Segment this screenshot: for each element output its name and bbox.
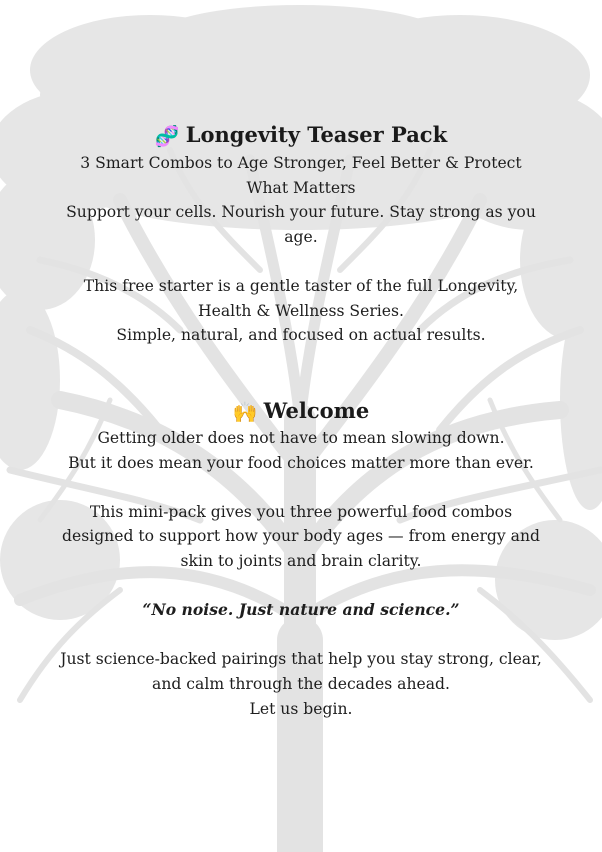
teaser-heading	[0, 121, 602, 150]
welcome-para3: Just science-backed pairings that help you stay strong, clear, and calm through the decades ahead.	[60, 650, 542, 693]
teaser-title: Longevity Teaser Pack	[185, 122, 448, 147]
dna-icon: 🧬	[154, 124, 180, 148]
welcome-body	[60, 426, 542, 721]
welcome-closing: Let us begin.	[249, 699, 353, 718]
teaser-tagline: Support your cells. Nourish your future. Stay strong as you age.	[66, 203, 536, 246]
welcome-para1-line1: Getting older does not have to mean slowing down.	[97, 429, 505, 447]
welcome-para1-line2: But it does mean your food choices matter more than ever.	[68, 453, 534, 472]
welcome-title: Welcome	[263, 398, 370, 423]
teaser-body	[60, 151, 542, 348]
welcome-para2: This mini-pack gives you three powerful food combos designed to support how your body ages — from energy and skin to joints and brain clarity.	[62, 502, 540, 570]
welcome-quote: “No noise. Just nature and science.”	[142, 600, 460, 620]
teaser-intro-line2: Simple, natural, and focused on actual results.	[116, 326, 486, 345]
welcome-heading	[0, 397, 602, 426]
teaser-subtitle: 3 Smart Combos to Age Stronger, Feel Better & Protect What Matters	[80, 154, 522, 197]
teaser-intro-line1: This free starter is a gentle taster of the full Longevity, Health & Wellness Series.	[83, 276, 519, 320]
raised-hands-icon: 🙌	[232, 400, 258, 424]
